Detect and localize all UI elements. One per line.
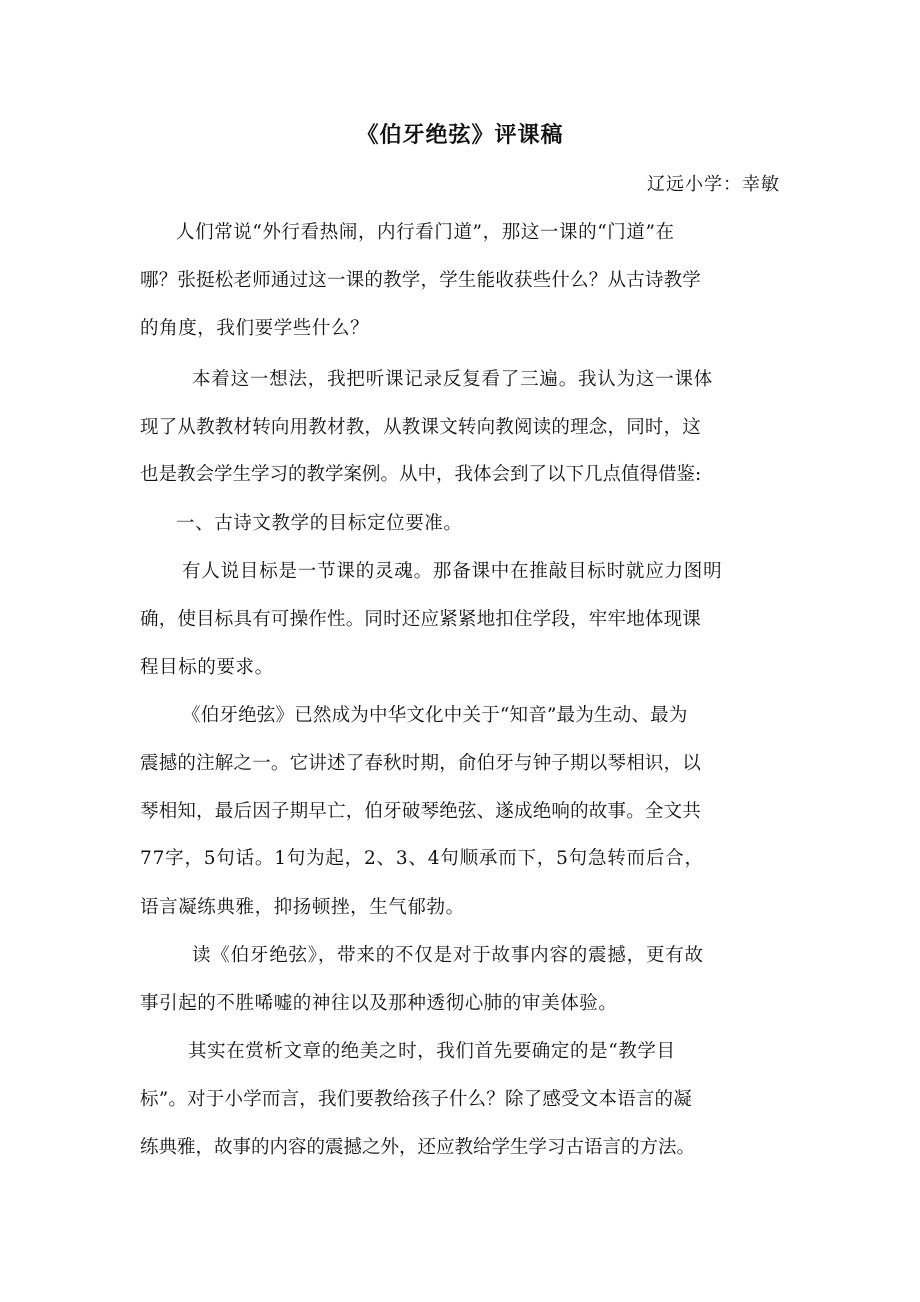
- body-line: 确，使目标具有可操作性。同时还应紧紧地扣住学段，牢牢地体现课: [140, 609, 702, 630]
- section-heading: 一、古诗文教学的目标定位要准。: [176, 513, 463, 534]
- body-line: 也是教会学生学习的教学案例。从中，我体会到了以下几点值得借鉴:: [140, 464, 702, 485]
- body-line: 读《伯牙绝弦》，带来的不仅是对于故事内容的震撼，更有故: [192, 945, 704, 966]
- body-line: 人们常说“外行看热闹，内行看门道”，那这一课的“门道”在: [176, 222, 675, 243]
- body-line: 的角度，我们要学些什么？: [140, 318, 370, 339]
- body-line: 有人说目标是一节课的灵魂。那备课中在推敲目标时就应力图明: [182, 561, 723, 582]
- body-line: 语言凝练典雅，抑扬顿挫，生气郁勃。: [140, 897, 465, 918]
- author-line: 辽远小学：幸敏: [647, 174, 780, 195]
- body-line: 琴相知，最后因子期早亡，伯牙破琴绝弦、遂成绝响的故事。全文共: [140, 801, 702, 822]
- document-title: 《伯牙绝弦》评课稿: [356, 122, 564, 148]
- body-line: 77字，5句话。1句为起，2、3、4句顺承而下，5句急转而后合，: [140, 848, 704, 869]
- body-line: 《伯牙绝弦》已然成为中华文化中关于“知音”最为生动、最为: [182, 705, 688, 726]
- body-line: 程目标的要求。: [140, 657, 274, 678]
- body-line: 练典雅，故事的内容的震撼之外，还应教给学生学习古语言的方法。: [140, 1137, 696, 1158]
- body-line: 震撼的注解之一。它讲述了春秋时期，俞伯牙与钟子期以琴相识，以: [140, 753, 702, 774]
- body-line: 事引起的不胜唏嘘的神往以及那种透彻心肺的审美体验。: [140, 993, 618, 1014]
- body-line: 其实在赏析文章的绝美之时，我们首先要确定的是“教学目: [188, 1041, 676, 1062]
- body-line: 哪？张挺松老师通过这一课的教学，学生能收获些什么？从古诗教学: [140, 270, 702, 291]
- body-line: 本着这一想法，我把听课记录反复看了三遍。我认为这一课体: [192, 369, 714, 390]
- body-line: 标”。对于小学而言，我们要教给孩子什么？除了感受文本语言的凝: [140, 1089, 692, 1110]
- body-line: 现了从教教材转向用教材教，从教课文转向教阅读的理念，同时，这: [140, 417, 702, 438]
